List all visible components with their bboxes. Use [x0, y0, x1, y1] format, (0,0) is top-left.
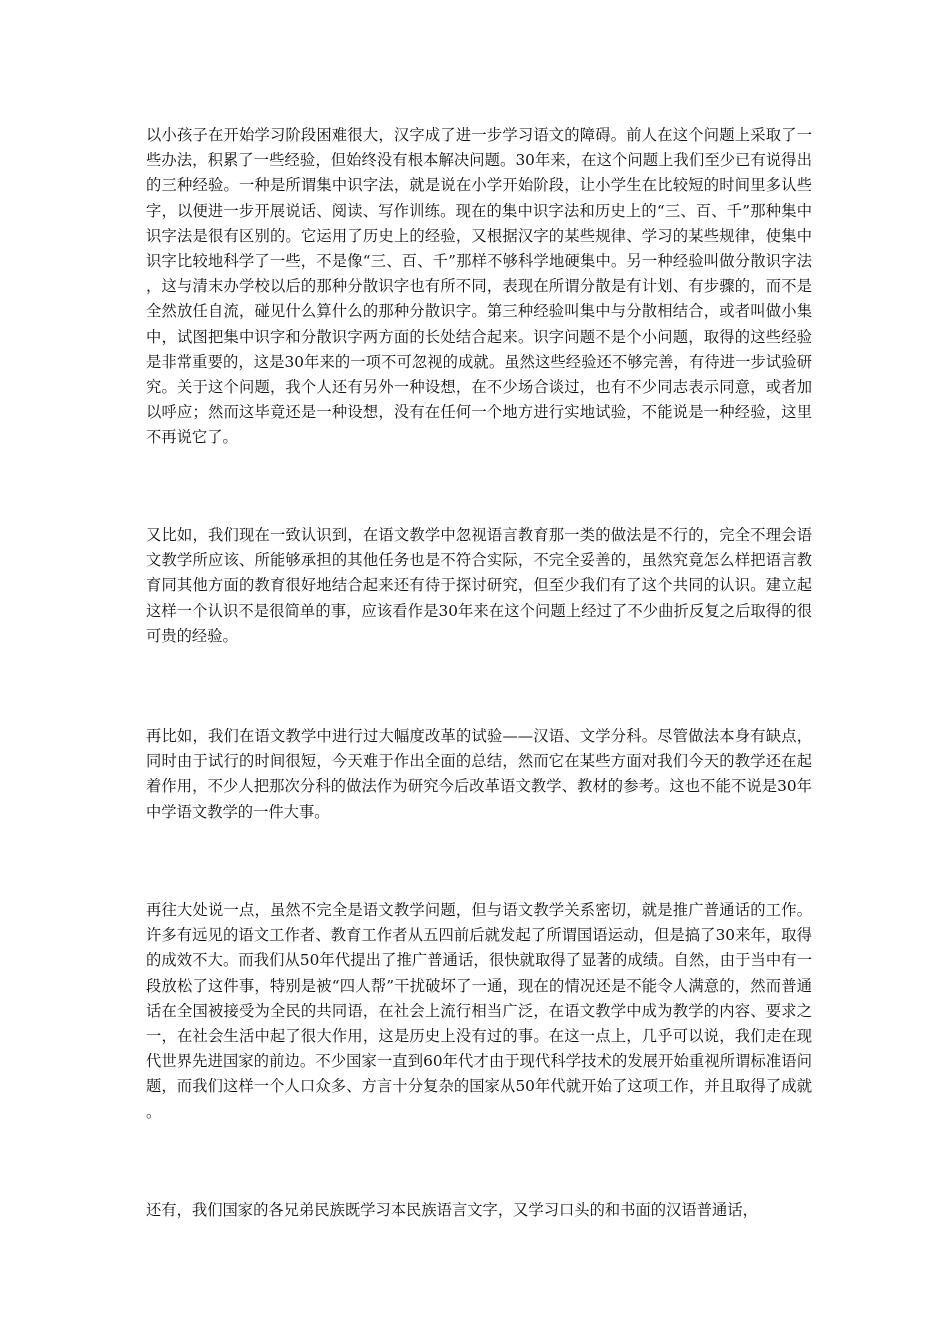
paragraph-putonghua-promotion: 再往大处说一点，虽然不完全是语文教学问题，但与语文教学关系密切，就是推广普通话的工作。许多有远见的语文工作者、教育工作者从五四前后就发起了所谓国语运动，但是搞了30来年，取得的成效不大。而我们从50年代提出了推广普通话，很快就取得了显著的成绩。自然，由于当中有一段放松了这件事，特别是被“四人帮”干扰破坏了一通，现在的情况还是不能令人满意的，然而普通话在全国被接受为全民的共同语，在社会上流行相当广泛，在语文教学中成为教学的内容、要求之一，在社会生活中起了很大作用，这是历史上没有过的事。在这一点上，几乎可以说，我们走在现代世界先进国家的前边。不少国家一直到60年代才由于现代科学技术的发展开始重视所谓标准语问题，而我们这样一个人口众多、方言十分复杂的国家从50年代就开始了这项工作，并且取得了成就。 [146, 901, 812, 1121]
paragraph-language-education: 又比如，我们现在一致认识到，在语文教学中忽视语言教育那一类的做法是不行的，完全不理会语文教学所应该、所能够承担的其他任务也是不符合实际，不完全妥善的，虽然究竟怎么样把语言教育同其他方面的教育很好地结合起来还有待于探讨研究，但至少我们有了这个共同的认识。建立起这样一个认识不是很简单的事，应该看作是30年来在这个问题上经过了不少曲折反复之后取得的很可贵的经验。 [146, 526, 812, 645]
paragraph-literacy-methods: 以小孩子在开始学习阶段困难很大，汉字成了进一步学习语文的障碍。前人在这个问题上采取了一些办法，积累了一些经验，但始终没有根本解决问题。30年来，在这个问题上我们至少已有说得出的三种经验。一种是所谓集中识字法，就是说在小学开始阶段，让小学生在比较短的时间里多认些字，以便进一步开展说话、阅读、写作训练。现在的集中识字法和历史上的“三、百、千”那种集中识字法是很有区别的。它运用了历史上的经验，又根据汉字的某些规律、学习的某些规律，使集中识字比较地科学了一些，不是像“三、百、千”那样不够科学地硬集中。另一种经验叫做分散识字法，这与清末办学校以后的那种分散识字也有所不同，表现在所谓分散是有计划、有步骤的，而不是全然放任自流，碰见什么算什么的那种分散识字。第三种经验叫集中与分散相结合，或者叫做小集中，试图把集中识字和分散识字两方面的长处结合起来。识字问题不是个小问题，取得的这些经验是非常重要的，这是30年来的一项不可忽视的成就。虽然这些经验还不够完善，有待进一步试验研究。关于这个问题，我个人还有另外一种设想，在不少场合谈过，也有不少同志表示同意，或者加以呼应；然而这毕竟还是一种设想，没有在任何一个地方进行实地试验，不能说是一种经验，这里不再说它了。 [146, 126, 812, 447]
paragraph-ethnic-languages: 还有，我们国家的各兄弟民族既学习本民族语言文字，又学习口头的和书面的汉语普通话， [146, 1201, 758, 1219]
paragraph-subject-split-reform: 再比如，我们在语文教学中进行过大幅度改革的试验——汉语、文学分科。尽管做法本身有缺点，同时由于试行的时间很短，今天难于作出全面的总结，然而它在某些方面对我们今天的教学还在起着作用，不少人把那次分科的做法作为研究今后改革语文教学、教材的参考。这也不能不说是30年中学语文教学的一件大事。 [146, 727, 812, 821]
